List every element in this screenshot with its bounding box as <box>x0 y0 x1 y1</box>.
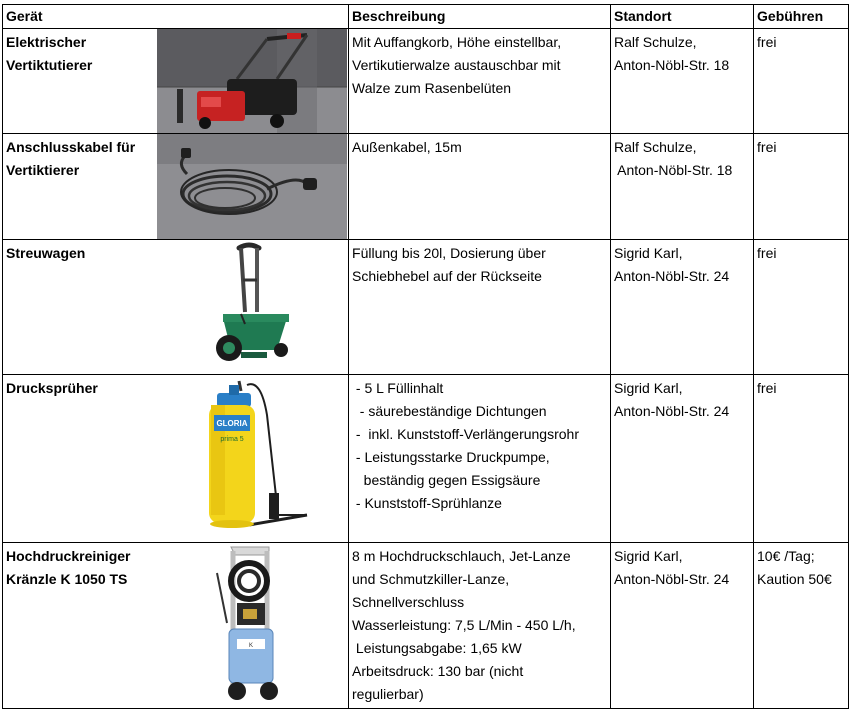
location-line: Sigrid Karl, <box>614 380 683 396</box>
description-line: Mit Auffangkorb, Höhe einstellbar, <box>352 34 562 50</box>
table-row <box>3 134 849 240</box>
table-row <box>3 240 849 375</box>
sprayer-brand-logo: GLORIA <box>215 419 248 428</box>
location-line: Ralf Schulze, <box>614 139 697 155</box>
location-cell <box>611 134 754 240</box>
device-name-line: Kränzle K 1050 TS <box>6 571 128 587</box>
fee-cell <box>754 375 849 543</box>
description-cell <box>349 375 611 543</box>
description-line: - inkl. Kunststoff-Verlängerungsrohr <box>352 426 579 442</box>
description-line: - Leistungsstarke Druckpumpe, <box>352 449 550 465</box>
description-cell <box>349 134 611 240</box>
device-name-line: Streuwagen <box>6 245 86 261</box>
fee-line: frei <box>757 245 777 261</box>
description-line: und Schmutzkiller-Lanze, <box>352 571 510 587</box>
table-header-row <box>3 5 849 29</box>
fee-line: Kaution 50€ <box>757 571 832 587</box>
header-gebuehren: Gebühren <box>754 5 849 29</box>
device-name-line: Vertiktierer <box>6 162 80 178</box>
device-photo-cell <box>157 240 349 375</box>
description-line: Schiebhebel auf der Rückseite <box>352 268 542 284</box>
sprayer-model-logo: prima 5 <box>219 436 244 443</box>
fee-cell <box>754 240 849 375</box>
header-standort: Standort <box>611 5 754 29</box>
device-name-line: Drucksprüher <box>6 380 98 396</box>
description-line: regulierbar) <box>352 686 424 702</box>
device-photo-cell <box>157 29 349 134</box>
description-cell <box>349 543 611 709</box>
device-name-line: Hochdruckreiniger <box>6 548 131 564</box>
location-line: Anton-Nöbl-Str. 18 <box>614 162 733 178</box>
description-line: Wasserleistung: 7,5 L/Min - 450 L/h, <box>352 617 576 633</box>
location-line: Anton-Nöbl-Str. 24 <box>614 403 730 419</box>
equipment-table <box>2 4 849 709</box>
pressure-sprayer-photo <box>157 375 349 542</box>
location-line: Sigrid Karl, <box>614 548 683 564</box>
fee-line: frei <box>757 380 777 396</box>
pressure-washer-photo <box>157 543 349 705</box>
fee-line: frei <box>757 34 777 50</box>
device-name <box>3 134 157 240</box>
location-line: Ralf Schulze, <box>614 34 697 50</box>
fee-line: frei <box>757 139 777 155</box>
description-line: beständig gegen Essigsäure <box>352 472 541 488</box>
device-name <box>3 543 157 709</box>
description-line: Leistungsabgabe: 1,65 kW <box>352 640 522 656</box>
table-row <box>3 375 849 543</box>
device-name-line: Vertiktutierer <box>6 57 93 73</box>
description-line: - Kunststoff-Sprühlanze <box>352 495 502 511</box>
fee-cell <box>754 134 849 240</box>
fee-cell <box>754 543 849 709</box>
header-beschreibung: Beschreibung <box>349 5 611 29</box>
fee-line: 10€ /Tag; <box>757 548 815 564</box>
device-name-line: Elektrischer <box>6 34 87 50</box>
description-cell <box>349 240 611 375</box>
spreader-photo <box>157 240 349 374</box>
device-name <box>3 240 157 375</box>
device-photo-cell <box>157 375 349 543</box>
location-line: Sigrid Karl, <box>614 245 683 261</box>
description-line: Arbeitsdruck: 130 bar (nicht <box>352 663 524 679</box>
location-line: Anton-Nöbl-Str. 18 <box>614 57 730 73</box>
device-name <box>3 375 157 543</box>
device-name-line: Anschlusskabel für <box>6 139 136 155</box>
electric-scarifier-photo <box>157 29 349 133</box>
description-line: Außenkabel, 15m <box>352 139 462 155</box>
device-photo-cell <box>157 134 349 240</box>
location-cell <box>611 29 754 134</box>
description-line: - säurebeständige Dichtungen <box>352 403 547 419</box>
description-line: 8 m Hochdruckschlauch, Jet-Lanze <box>352 548 571 564</box>
device-name <box>3 29 157 134</box>
washer-label: K <box>248 643 253 649</box>
table-row <box>3 29 849 134</box>
location-cell <box>611 543 754 709</box>
description-line: Füllung bis 20l, Dosierung über <box>352 245 546 261</box>
header-geraet: Gerät <box>3 5 349 29</box>
location-cell <box>611 375 754 543</box>
device-photo-cell <box>157 543 349 709</box>
description-cell <box>349 29 611 134</box>
table-row <box>3 543 849 709</box>
description-line: Schnellverschluss <box>352 594 465 610</box>
description-line: - 5 L Füllinhalt <box>352 380 444 396</box>
extension-cable-photo <box>157 134 349 239</box>
location-line: Anton-Nöbl-Str. 24 <box>614 571 730 587</box>
description-line: Walze zum Rasenbelüten <box>352 80 512 96</box>
location-cell <box>611 240 754 375</box>
location-line: Anton-Nöbl-Str. 24 <box>614 268 730 284</box>
fee-cell <box>754 29 849 134</box>
description-line: Vertikutierwalze austauschbar mit <box>352 57 561 73</box>
